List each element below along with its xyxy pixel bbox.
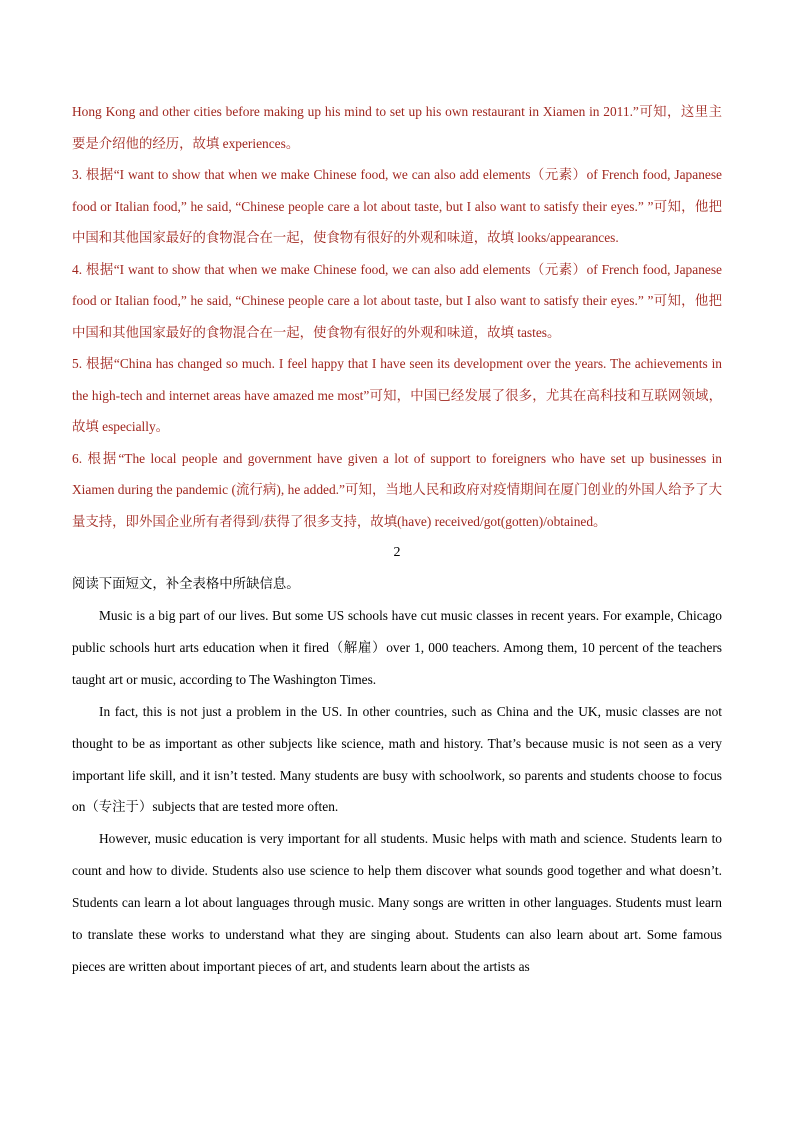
answer-4: 4. 根据“I want to show that when we make Chinese food, we can also add elements（元素）of French food, Japanese food or Italian food,” he said, “Chinese people care a lot about taste, but I also want to satisfy their eyes.” ”可知，他把中国和其他国家最好的食物混合在一起，使食物有很好的外观和味道，故填 tastes。 xyxy=(72,261,722,340)
answer-explanations xyxy=(72,96,722,537)
answer-6: 6. 根据“The local people and government have given a lot of support to foreigners who have set up businesses in Xiamen during the pandemic (流行病), he added.”可知，当地人民和政府对疫情期间在厦门创业的外国人给予了大量支持，即外国企业所有者得到/获得了很多支持，故填(have) received/got(gotten)/obtained。 xyxy=(72,450,722,529)
answer-2-continued: Hong Kong and other cities before making up his mind to set up his own restaurant in Xiamen in 2011.”可知，这里主要是介绍他的经历，故填 experiences。 xyxy=(72,104,722,151)
passage-paragraph-3: However, music education is very important for all students. Music helps with math and science. Students learn to count and how to divide. Students also use science to help them discover what sounds good together and what doesn’t. Students can learn a lot about languages through music. Many songs are written in other languages. Students must learn to translate these works to understand what they are singing about. Students can also learn about art. Some famous pieces are written about important pieces of art, and students learn about the artists as xyxy=(72,831,722,974)
reading-passage xyxy=(72,600,722,983)
passage-paragraph-2: In fact, this is not just a problem in the US. In other countries, such as China and the UK, music classes are not thought to be as important as other subjects like science, math and history. That’s because music is not seen as a very important life skill, and it isn’t tested. Many students are busy with schoolwork, so parents and students choose to focus on（专注于）subjects that are tested more often. xyxy=(72,703,722,815)
answer-5: 5. 根据“China has changed so much. I feel happy that I have seen its development over the years. The achievements in the high-tech and internet areas have amazed me most”可知，中国已经发展了很多，尤其在高科技和互联网领域，故填 especially。 xyxy=(72,356,722,434)
passage-paragraph-1: Music is a big part of our lives. But some US schools have cut music classes in recent years. For example, Chicago public schools hurt arts education when it fired（解雇）over 1, 000 teachers. Among them, 10 percent of the teachers taught art or music, according to The Washington Times. xyxy=(72,608,722,687)
question-instruction: 阅读下面短文，补全表格中所缺信息。 xyxy=(72,576,300,591)
answer-3: 3. 根据“I want to show that when we make Chinese food, we can also add elements（元素）of French food, Japanese food or Italian food,” he said, “Chinese people care a lot about taste, but I also want to satisfy their eyes.” ”可知，他把中国和其他国家最好的食物混合在一起，使食物有很好的外观和味道，故填 looks/appearances. xyxy=(72,167,722,245)
document-page xyxy=(72,96,722,983)
section-number: 2 xyxy=(393,545,401,560)
